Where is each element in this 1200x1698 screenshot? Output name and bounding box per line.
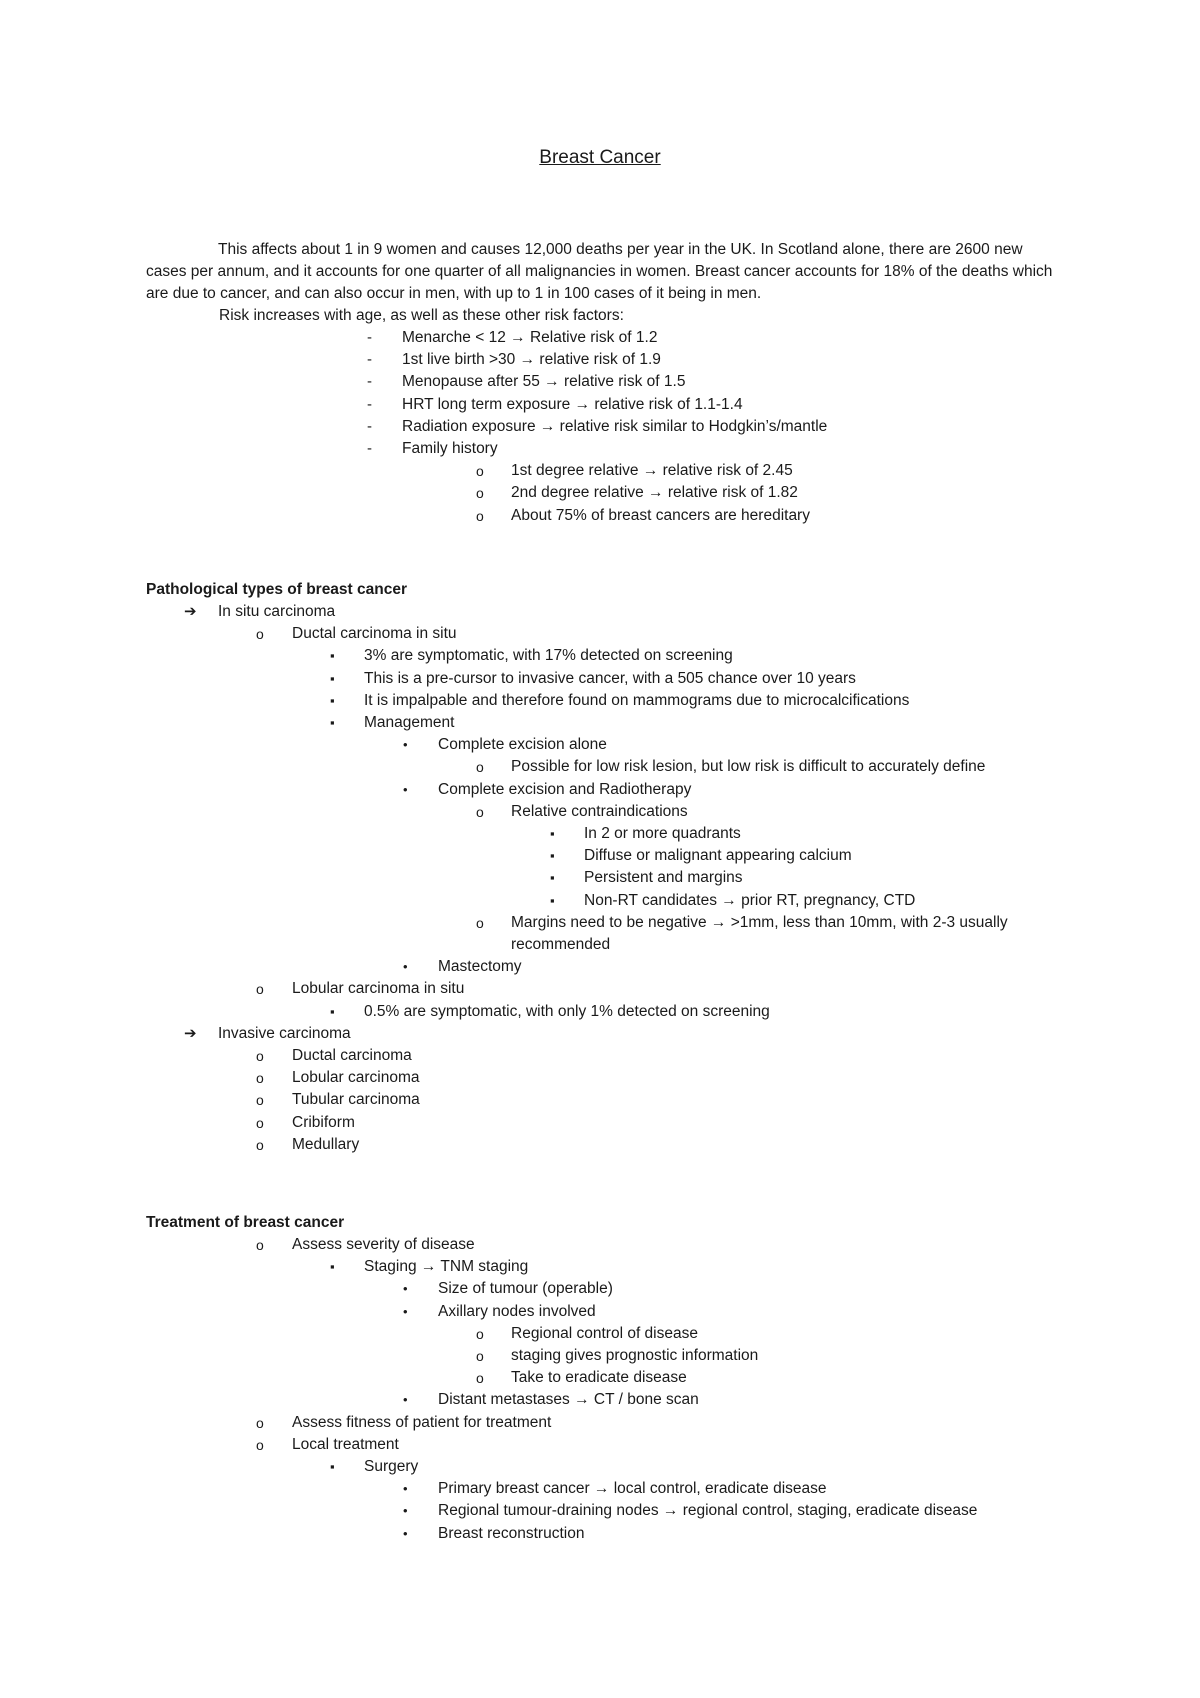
treatment-item: Size of tumour (operable) xyxy=(438,1280,613,1298)
pathology-item: Medullary xyxy=(292,1135,360,1153)
family-history-item: 1st degree relative → relative risk of 2.45 xyxy=(511,462,793,480)
pathology-item: Lobular carcinoma xyxy=(292,1069,420,1087)
risk-factor-item: 1st live birth >30 → relative risk of 1.9 xyxy=(402,351,661,369)
pathology-item: Cribiform xyxy=(292,1113,355,1131)
treatment-item: Assess fitness of patient for treatment xyxy=(292,1413,552,1431)
pathology-item: Margins need to be negative → >1mm, less than 10mm, with 2-3 usually recommended xyxy=(511,913,1008,953)
bullet-marker: o xyxy=(256,1070,264,1087)
pathology-item: In 2 or more quadrants xyxy=(584,825,741,842)
intro-paragraph xyxy=(146,239,1056,305)
pathology-item: Diffuse or malignant appearing calcium xyxy=(584,847,852,865)
bullet-marker: - xyxy=(367,417,372,435)
treatment-item: Breast reconstruction xyxy=(438,1524,585,1542)
bullet-marker: o xyxy=(256,1237,264,1253)
bullet-marker: ▪ xyxy=(330,1459,335,1474)
risk-factor-item: Family history xyxy=(402,440,498,457)
bullet-marker: - xyxy=(367,373,372,391)
bullet-marker: o xyxy=(256,626,264,643)
pathology-item: Possible for low risk lesion, but low risk is difficult to accurately define xyxy=(511,758,986,776)
bullet-marker: • xyxy=(403,959,408,975)
pathology-item: Complete excision alone xyxy=(438,736,607,754)
bullet-marker: o xyxy=(476,914,484,931)
bullet-marker: o xyxy=(476,803,484,820)
intro-text: This affects about 1 in 9 women and causes 12,000 deaths per year in the UK. In Scotland alone, there are 2600 new cases per annum, and it accounts for one quarter of all malignancies in women. Breast cancer accounts for 18% of the deaths which are due to cancer, and can also occur in men, with up to 1 in 100 cases of it being in men. xyxy=(146,241,1053,302)
pathology-item: Mastectomy xyxy=(438,958,522,976)
treatment-item: Staging → TNM staging xyxy=(364,1258,529,1276)
treatment-item: Local treatment xyxy=(292,1435,399,1453)
pathology-item: Lobular carcinoma in situ xyxy=(292,980,465,998)
bullet-marker: o xyxy=(476,1325,484,1342)
pathology-item: 3% are symptomatic, with 17% detected on screening xyxy=(364,647,733,665)
bullet-marker: o xyxy=(476,507,484,524)
bullet-marker: ▪ xyxy=(330,715,335,730)
pathology-heading: Pathological types of breast cancer xyxy=(146,581,408,598)
risk-lead: Risk increases with age, as well as these other risk factors: xyxy=(219,307,624,324)
treatment-item: Axillary nodes involved xyxy=(438,1302,596,1320)
bullet-marker: o xyxy=(476,1370,484,1387)
bullet-marker: • xyxy=(403,1392,408,1408)
bullet-marker: ➔ xyxy=(184,1024,197,1042)
pathology-item: Ductal carcinoma xyxy=(292,1047,412,1064)
page-title: Breast Cancer xyxy=(539,147,661,168)
bullet-marker: • xyxy=(403,781,408,797)
treatment-item: Distant metastases → CT / bone scan xyxy=(438,1391,699,1409)
risk-factor-item: Menarche < 12 → Relative risk of 1.2 xyxy=(402,329,658,346)
bullet-marker: - xyxy=(367,440,372,457)
bullet-marker: - xyxy=(367,351,372,369)
bullet-marker: o xyxy=(476,1348,484,1364)
bullet-marker: o xyxy=(256,1136,264,1153)
bullet-marker: o xyxy=(256,1414,264,1431)
bullet-marker: o xyxy=(476,485,484,502)
pathology-item: Relative contraindications xyxy=(511,802,688,820)
bullet-marker: o xyxy=(476,463,484,480)
pathology-item: It is impalpable and therefore found on mammograms due to microcalcifications xyxy=(364,691,910,709)
pathology-item: Invasive carcinoma xyxy=(218,1024,351,1042)
pathology-item: Tubular carcinoma xyxy=(292,1091,420,1109)
risk-factor-item: Radiation exposure → relative risk similar to Hodgkin’s/mantle xyxy=(402,417,828,435)
bullet-marker: • xyxy=(403,1281,408,1297)
pathology-item: 0.5% are symptomatic, with only 1% detected on screening xyxy=(364,1002,770,1020)
pathology-item: In situ carcinoma xyxy=(218,603,336,620)
bullet-marker: o xyxy=(256,1092,264,1109)
treatment-heading: Treatment of breast cancer xyxy=(146,1214,345,1231)
treatment-item: Primary breast cancer → local control, eradicate disease xyxy=(438,1480,827,1498)
bullet-marker: ▪ xyxy=(550,870,555,886)
bullet-marker: - xyxy=(367,395,372,413)
pathology-item: Complete excision and Radiotherapy xyxy=(438,780,692,798)
bullet-marker: o xyxy=(256,1114,264,1131)
bullet-marker: ▪ xyxy=(330,648,335,664)
bullet-marker: ➔ xyxy=(184,603,197,620)
family-history-item: 2nd degree relative → relative risk of 1.82 xyxy=(511,484,798,502)
bullet-marker: ▪ xyxy=(330,692,335,708)
treatment-item: Take to eradicate disease xyxy=(511,1369,687,1387)
bullet-marker: o xyxy=(256,1436,264,1453)
bullet-marker: o xyxy=(256,1048,264,1064)
pathology-item: This is a pre-cursor to invasive cancer, with a 505 chance over 10 years xyxy=(364,669,856,687)
bullet-marker: ▪ xyxy=(550,892,555,908)
treatment-item: Surgery xyxy=(364,1458,419,1475)
bullet-marker: ▪ xyxy=(330,670,335,686)
risk-factor-item: Menopause after 55 → relative risk of 1.5 xyxy=(402,373,686,391)
family-history-item: About 75% of breast cancers are hereditary xyxy=(511,506,810,524)
bullet-marker: ▪ xyxy=(550,848,555,864)
treatment-item: staging gives prognostic information xyxy=(511,1347,759,1364)
risk-factor-item: HRT long term exposure → relative risk of 1.1-1.4 xyxy=(402,395,743,413)
bullet-marker: - xyxy=(367,329,372,346)
bullet-marker: • xyxy=(403,1481,408,1497)
pathology-item: Ductal carcinoma in situ xyxy=(292,625,457,643)
treatment-item: Regional control of disease xyxy=(511,1324,698,1342)
pathology-item: Persistent and margins xyxy=(584,869,743,887)
treatment-item: Assess severity of disease xyxy=(292,1236,475,1253)
bullet-marker: ▪ xyxy=(550,826,555,841)
bullet-marker: o xyxy=(476,759,484,776)
bullet-marker: • xyxy=(403,1303,408,1319)
bullet-marker: ▪ xyxy=(330,1259,335,1275)
treatment-item: Regional tumour-draining nodes → regional control, staging, eradicate disease xyxy=(438,1502,978,1520)
pathology-item: Non-RT candidates → prior RT, pregnancy, CTD xyxy=(584,891,916,909)
bullet-marker: • xyxy=(403,737,408,753)
pathology-item: Management xyxy=(364,714,455,731)
bullet-marker: • xyxy=(403,1525,408,1541)
bullet-marker: • xyxy=(403,1503,408,1519)
bullet-marker: o xyxy=(256,981,264,998)
bullet-marker: ▪ xyxy=(330,1003,335,1019)
